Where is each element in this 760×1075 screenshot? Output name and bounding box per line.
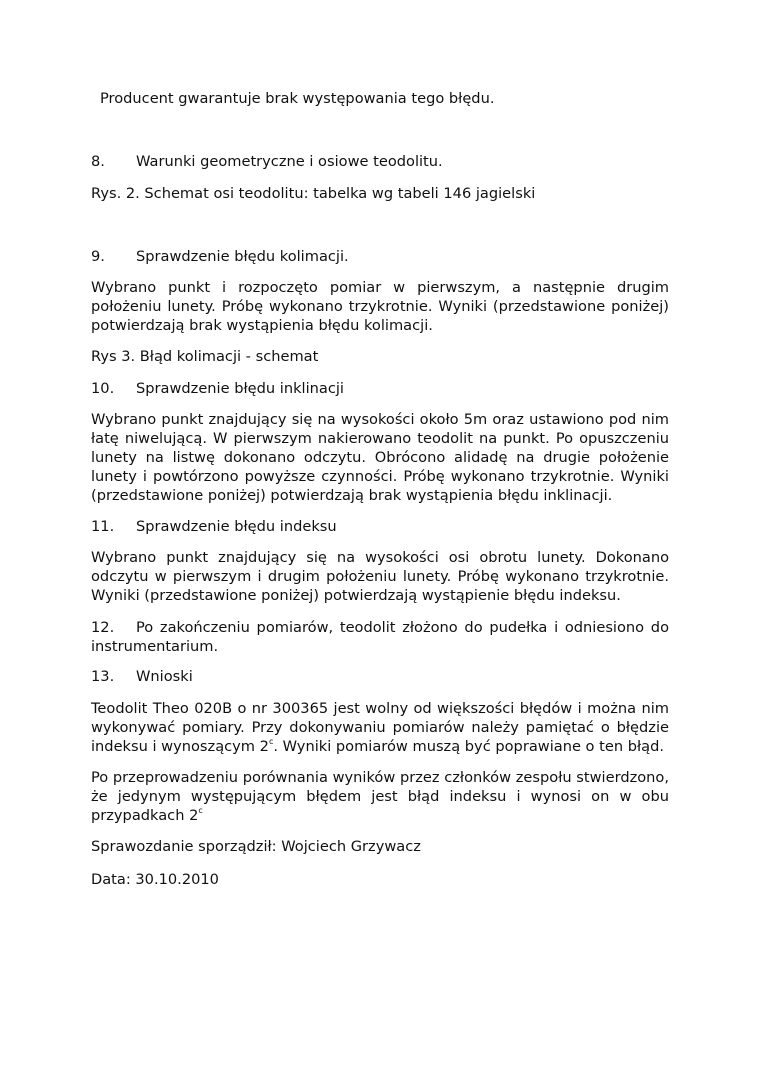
date-line: Data: 30.10.2010 bbox=[91, 871, 219, 888]
section-number: 10. bbox=[91, 380, 115, 397]
section-number: 11. bbox=[91, 518, 115, 535]
conclusion-paragraph-2 bbox=[91, 768, 669, 825]
conclusion-text: Teodolit Theo 020B o nr 300365 jest wolny od większości błędów i można nim wykonywać pomiary. Przy dokonywaniu pomiarów należy pamiętać o błędzie indeksu i wynoszącym 2 bbox=[91, 700, 669, 755]
section-12-paragraph bbox=[91, 618, 669, 656]
conclusion-paragraph-1 bbox=[91, 699, 669, 756]
grad-unit-superscript: c bbox=[268, 737, 274, 747]
section-10-paragraph: Wybrano punkt znajdujący się na wysokości około 5m oraz ustawiono pod nim łatę niwelującą. W pierwszym nakierowano teodolit na punkt. Po opuszczeniu lunety na listwę dokonano odczytu. Obrócono alidadę na drugie położenie lunety i powtórzono powyższe czynności. Próbę wykonano trzykrotnie. Wyniki (przedstawione poniżej) potwierdzają brak wystąpienia błędu inklinacji. bbox=[91, 411, 669, 504]
conclusion-text: Po przeprowadzeniu porównania wyników przez członków zespołu stwierdzono, że jedynym występującym błędem jest błąd indeksu i wynosi on w obu przypadkach 2 bbox=[91, 769, 669, 824]
section-11-paragraph: Wybrano punkt znajdujący się na wysokości osi obrotu lunety. Dokonano odczytu w pierwszym i drugim położeniu lunety. Próbę wykonano trzykrotnie. Wyniki (przedstawione poniżej) potwierdzają wystąpienie błędu indeksu. bbox=[91, 549, 669, 604]
section-9-heading bbox=[91, 247, 669, 266]
section-number: 13. bbox=[91, 668, 115, 685]
section-8-heading bbox=[91, 152, 669, 171]
section-10-heading bbox=[91, 379, 669, 398]
grad-unit-superscript: c bbox=[198, 806, 203, 816]
section-number: 8. bbox=[91, 153, 105, 170]
section-title: Sprawdzenie błędu indeksu bbox=[136, 518, 337, 535]
figure-2-caption: Rys. 2. Schemat osi teodolitu: tabelka wg tabeli 146 jagielski bbox=[91, 185, 536, 202]
section-title: Sprawdzenie błędu kolimacji. bbox=[136, 248, 349, 265]
section-13-heading bbox=[91, 667, 669, 686]
author-line: Sprawozdanie sporządził: Wojciech Grzywacz bbox=[91, 838, 421, 855]
section-title: Sprawdzenie błędu inklinacji bbox=[136, 380, 344, 397]
intro-text: Producent gwarantuje brak występowania tego błędu. bbox=[100, 90, 495, 107]
section-number: 9. bbox=[91, 248, 105, 265]
section-text: Po zakończeniu pomiarów, teodolit złożono do pudełka i odniesiono do instrumentarium. bbox=[91, 619, 669, 655]
figure-3-caption: Rys 3. Błąd kolimacji - schemat bbox=[91, 348, 319, 365]
section-title: Warunki geometryczne i osiowe teodolitu. bbox=[136, 153, 443, 170]
section-number: 12. bbox=[91, 619, 115, 636]
section-9-paragraph: Wybrano punkt i rozpoczęto pomiar w pierwszym, a następnie drugim położeniu lunety. Próbę wykonano trzykrotnie. Wyniki (przedstawione poniżej) potwierdzają brak wystąpienia błędu kolimacji. bbox=[91, 279, 669, 334]
section-11-heading bbox=[91, 517, 669, 536]
conclusion-text-end: . Wyniki pomiarów muszą być poprawiane o ten błąd. bbox=[273, 738, 664, 755]
section-title: Wnioski bbox=[136, 668, 193, 685]
